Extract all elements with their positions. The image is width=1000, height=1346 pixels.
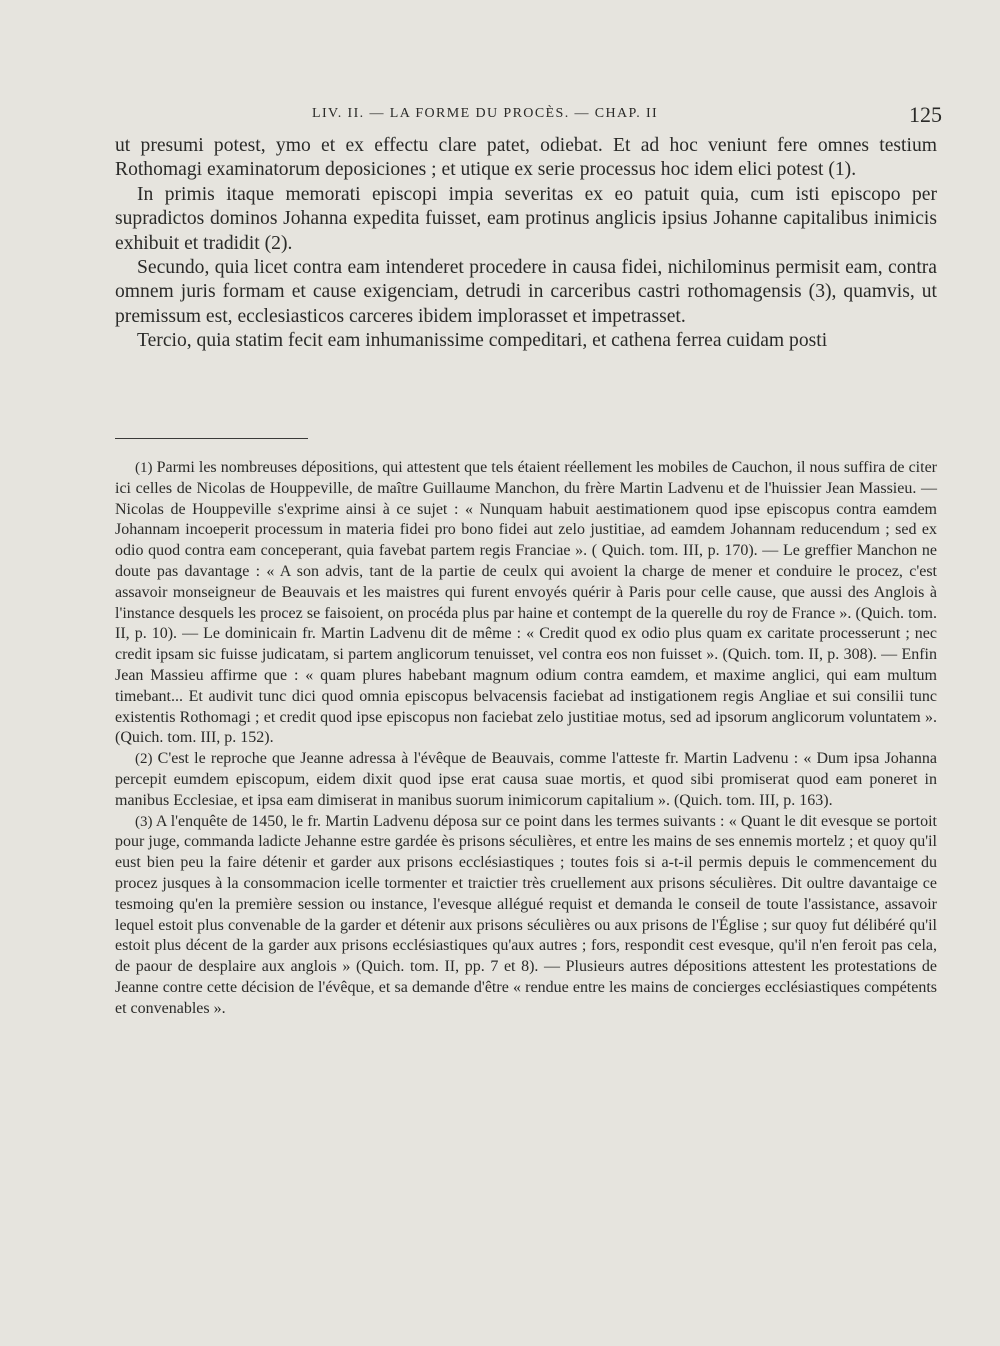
footnote-text: Parmi les nombreuses dépositions, qui attestent que tels étaient réellement les mobiles de Cauchon, il nous suffira de citer ici celles de Nicolas de Houppeville, de maître Guillaume Manchon, du frère Martin Ladvenu et de l'huissier Jean Massieu. — Nicolas de Houppeville s'exprime ainsi à ce sujet : « Nunquam habuit aestimationem quod ipse episcopus contra eamdem Johannam incoeperit processum in materia fidei pro bono fidei aut zelo justitiae, ad eamdem Johannam reducendum ; sed ex odio quod contra eam conceperant, quia favebat partem regis Franciae ». ( Quich. tom. III, p. 170). — Le greffier Manchon ne doute pas davantage : « A son advis, tant de la partie de ceulx qui avoient la charge de mener et conduire le procez, c'est assavoir monseigneur de Beauvais et les maistres qui furent envoyés quérir à Paris pour celle cause, que aussi des Anglois à l'instance desquels les procez se faisoient, on procéda plus par haine et contempt de la querelle du roy de France ». (Quich. tom. II, p. 10). — Le dominicain fr. Martin Ladvenu dit de même : « Credit quod ex odio plus quam ex caritate processerunt ; nec credit ipsam sic fuisse judicatam, si partem anglicorum tenuisset, vel contra eos non fuisset ». (Quich. tom. II, p. 308). — Enfin Jean Massieu affirme que : « quam plures habebant magnum odium contra eamdem, et maxime anglici, qui eam multum timebant... Et audivit tunc dici quod omnia episcopus belvacensis faciebat ad instigationem regis Angliae et sui consilii tunc existentis Rothomagi ; et credit quod ipse episcopus non faciebat zelo justitiae motus, sed ad ipsorum anglicorum voluntatem ». (Quich. tom. III, p. 152).	[115, 459, 937, 747]
page-header	[115, 102, 942, 130]
footnote-text: A l'enquête de 1450, le fr. Martin Ladvenu déposa sur ce point dans les termes suivants : « Quant le dit evesque se portoit pour juge, commanda ladicte Jehanne estre gardée ès prisons séculières, et entre les mains de ses ennemis mortelz ; et quoy qu'il eust bien peu la faire détenir et garder aux prisons ecclésiastiques ; toutes fois si a-t-il permis depuis le commencement du procez jusques à la consommacion icelle tormenter et traictier très cruellement aux prisons séculières. Dit oultre davantaige ce tesmoing qu'en la première session ou instance, l'evesque allégué requist et demanda le conseil de toute l'assistance, assavoir lequel estoit plus convenable de la garder et détenir aux prisons séculières ou aux prisons de l'Église ; sur quoy fut délibéré qu'il estoit plus décent de la garder aux prisons ecclésiastiques qu'aux autres ; fors, respondit cest evesque, qu'il n'en feroit pas cela, de paour de desplaire aux anglois » (Quich. tom. II, pp. 7 et 8). — Plusieurs autres dépositions attestent les protestations de Jeanne contre cette décision de l'évêque, et sa demande d'être « rendue entre les mains de concierges ecclésiastiques compétents et convenables ».	[115, 812, 937, 1017]
footnote	[115, 458, 937, 749]
body-paragraph: Secundo, quia licet contra eam intenderet procedere in causa fidei, nichilominus permisit eam, contra omnem juris formam et cause exigenciam, detrudi in carceribus castri rothomagensis (3), quamvis, ut premissum est, ecclesiasticos carceres ibidem implorasset et impetrasset.	[115, 257, 937, 327]
footnote-marker: (3)	[135, 813, 153, 830]
body-paragraph: Tercio, quia statim fecit eam inhumanissime compeditari, et cathena ferrea cuidam posti	[137, 330, 828, 352]
footnote	[115, 749, 937, 811]
footnote	[115, 812, 937, 1020]
body-paragraph: ut presumi potest, ymo et ex effectu clare patet, odiebat. Et ad hoc veniunt fere omnes testium Rothomagi examinatorum deposiciones ; et utique ex serie processus hoc idem elici potest (1).	[115, 135, 937, 181]
footnotes	[115, 458, 937, 1020]
footnote-separator	[115, 438, 308, 439]
footnote-marker: (2)	[135, 751, 153, 768]
page-number: 125	[909, 102, 942, 127]
main-text	[115, 134, 937, 354]
footnote-text: C'est le reproche que Jeanne adressa à l'évêque de Beauvais, comme l'atteste fr. Martin Ladvenu : « Dum ipsa Johanna percepit eumdem episcopum, eidem dixit quod ipse erat causa suae mortis, et quod sibi promiserat quod eam poneret in manibus Ecclesiae, et ipsa eam dimiserat in manibus suorum inimicorum capitalium ». (Quich. tom. III, p. 163).	[115, 750, 938, 809]
running-head: LIV. II. — LA FORME DU PROCÈS. — CHAP. II	[312, 106, 659, 121]
body-paragraph: In primis itaque memorati episcopi impia severitas ex eo patuit quia, cum isti episcopo per supradictos dominos Johanna expedita fuisset, eam protinus anglicis ipsius Johanne capitalibus inimicis exhibuit et tradidit (2).	[115, 183, 937, 254]
footnote-marker: (1)	[135, 460, 153, 476]
